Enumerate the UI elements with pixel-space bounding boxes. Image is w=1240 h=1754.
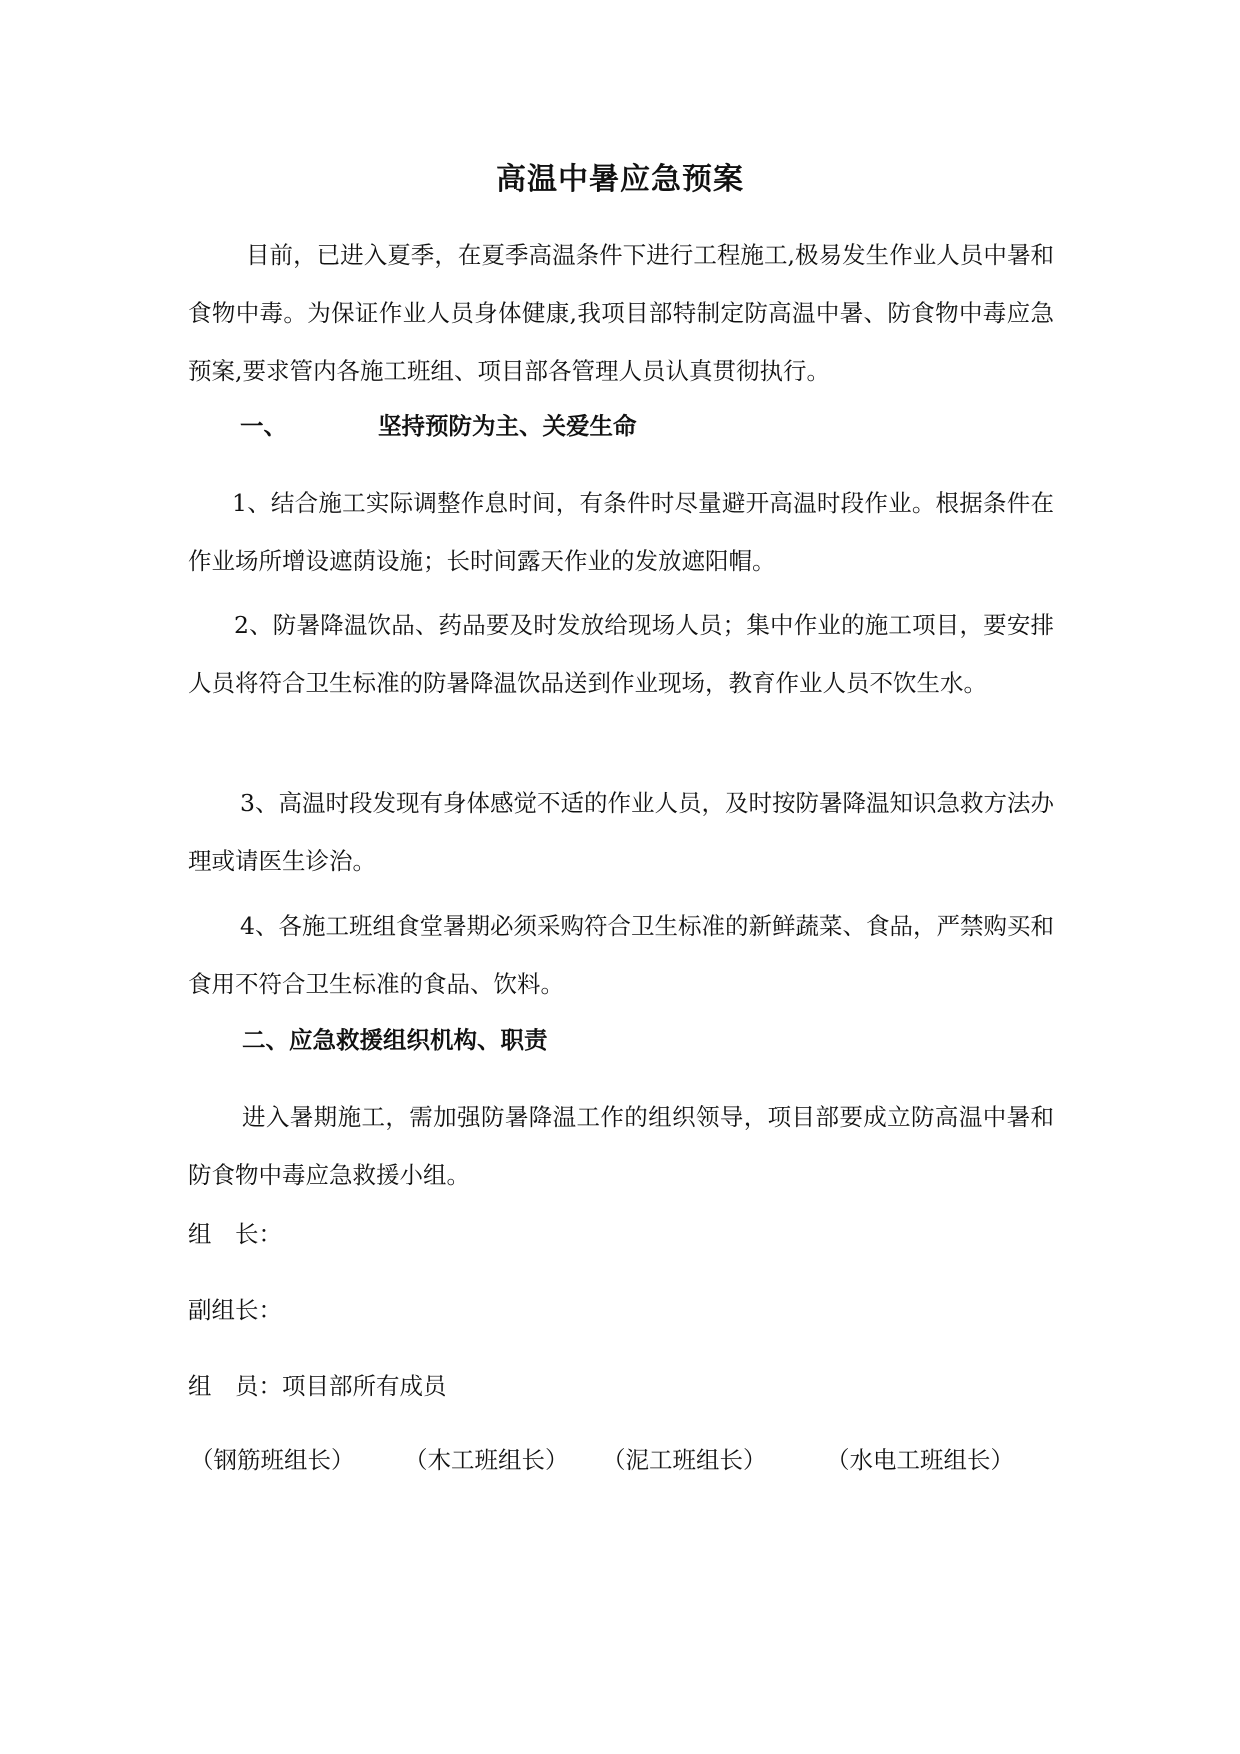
document-title: 高温中暑应急预案 <box>496 162 744 197</box>
group-members-line: 组 员：项目部所有成员 <box>188 1372 447 1400</box>
section-1-item-3: 3、高温时段发现有身体感觉不适的作业人员，及时按防暑降温知识急救方法办理或请医生诊治。 <box>188 789 1054 875</box>
section-1-item-1: 1、结合施工实际调整作息时间，有条件时尽量避开高温时段作业。根据条件在作业场所增设遮荫设施；长时间露天作业的发放遮阳帽。 <box>188 489 1054 575</box>
group-leader-line: 组 长： <box>188 1220 282 1248</box>
team-carpentry-leader: （木工班组长） <box>404 1446 569 1474</box>
intro-paragraph: 目前，已进入夏季，在夏季高温条件下进行工程施工,极易发生作业人员中暑和食物中毒。为保证作业人员身体健康,我项目部特制定防高温中暑、防食物中毒应急预案,要求管内各施工班组、项目部各管理人员认真贯彻执行。 <box>188 241 1054 385</box>
team-plumbing-electrical-leader: （水电工班组长） <box>826 1446 1014 1474</box>
section-1-item-2: 2、防暑降温饮品、药品要及时发放给现场人员；集中作业的施工项目，要安排人员将符合卫生标准的防暑降温饮品送到作业现场，教育作业人员不饮生水。 <box>188 611 1054 697</box>
section-2-paragraph: 进入暑期施工，需加强防暑降温工作的组织领导，项目部要成立防高温中暑和防食物中毒应急救援小组。 <box>188 1103 1054 1189</box>
team-masonry-leader: （泥工班组长） <box>602 1446 767 1474</box>
section-1-heading: 坚持预防为主、关爱生命 <box>378 412 637 440</box>
section-2-heading: 二、应急救援组织机构、职责 <box>242 1026 548 1054</box>
section-1-number: 一、 <box>240 412 287 440</box>
deputy-leader-line: 副组长： <box>188 1296 282 1324</box>
section-1-item-4: 4、各施工班组食堂暑期必须采购符合卫生标准的新鲜蔬菜、食品，严禁购买和食用不符合卫生标准的食品、饮料。 <box>188 912 1054 998</box>
team-rebar-leader: （钢筋班组长） <box>190 1446 355 1474</box>
